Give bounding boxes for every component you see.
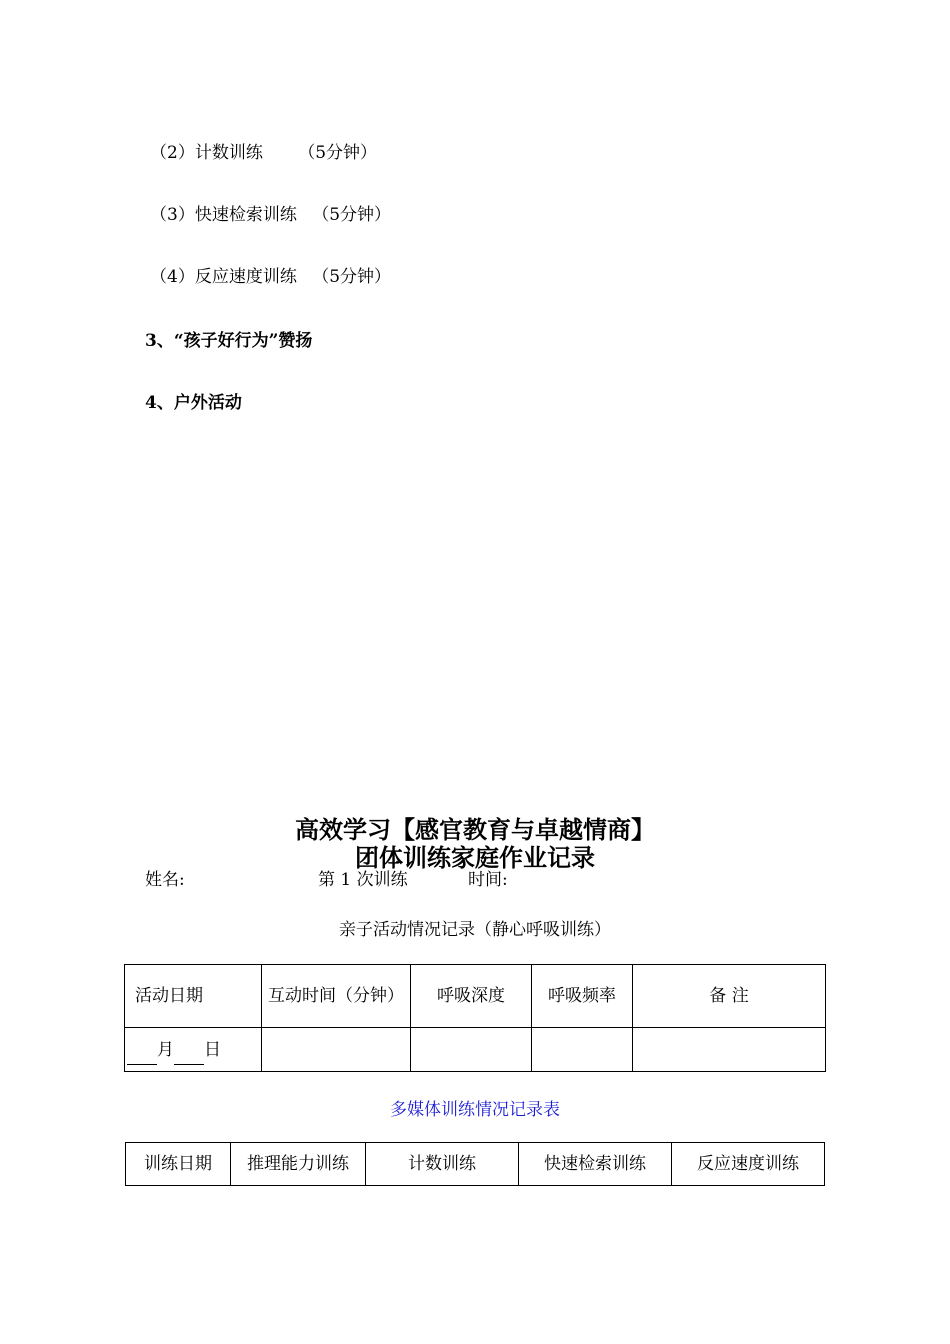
section-heading: 4、户外活动 bbox=[145, 393, 242, 413]
list-item bbox=[150, 262, 391, 287]
date-cell bbox=[125, 1028, 262, 1072]
item-duration: （5分钟） bbox=[298, 143, 378, 163]
activity-record-table bbox=[124, 964, 826, 1072]
page-title: 高效学习【感官教育与卓越情商】 bbox=[295, 815, 655, 844]
list-item bbox=[150, 138, 377, 163]
header-cell: 训练日期 bbox=[126, 1143, 231, 1186]
time-label: 时间: bbox=[468, 870, 508, 890]
item-label: （4）反应速度训练 bbox=[150, 267, 297, 287]
table-cell bbox=[532, 1028, 633, 1072]
item-label: （2）计数训练 bbox=[150, 143, 263, 163]
header-cell: 备 注 bbox=[633, 965, 826, 1028]
month-blank bbox=[127, 1046, 157, 1065]
section-heading: 3、“孩子好行为”赞扬 bbox=[145, 331, 313, 351]
table-cell bbox=[262, 1028, 411, 1072]
month-label: 月 bbox=[157, 1039, 174, 1060]
header-cell: 呼吸深度 bbox=[411, 965, 532, 1028]
header-cell: 反应速度训练 bbox=[672, 1143, 825, 1186]
session-label: 第 1 次训练 bbox=[318, 870, 408, 890]
header-cell: 互动时间（分钟） bbox=[262, 965, 411, 1028]
table-caption: 多媒体训练情况记录表 bbox=[390, 1100, 560, 1120]
table-header-row bbox=[126, 1143, 825, 1186]
table-cell bbox=[633, 1028, 826, 1072]
table-header-row bbox=[125, 965, 826, 1028]
day-label: 日 bbox=[204, 1039, 221, 1060]
item-duration: （5分钟） bbox=[312, 267, 392, 287]
page-subtitle: 团体训练家庭作业记录 bbox=[355, 843, 595, 872]
header-cell: 活动日期 bbox=[125, 965, 262, 1028]
multimedia-record-table bbox=[125, 1142, 825, 1186]
header-cell: 呼吸频率 bbox=[532, 965, 633, 1028]
table-row bbox=[125, 1028, 826, 1072]
table-cell bbox=[411, 1028, 532, 1072]
item-label: （3）快速检索训练 bbox=[150, 205, 297, 225]
list-item bbox=[150, 200, 391, 225]
day-blank bbox=[174, 1046, 204, 1065]
table-caption: 亲子活动情况记录（静心呼吸训练） bbox=[339, 920, 611, 940]
item-duration: （5分钟） bbox=[312, 205, 392, 225]
header-cell: 推理能力训练 bbox=[231, 1143, 366, 1186]
header-cell: 快速检索训练 bbox=[519, 1143, 672, 1186]
header-cell: 计数训练 bbox=[366, 1143, 519, 1186]
name-label: 姓名: bbox=[145, 870, 185, 890]
